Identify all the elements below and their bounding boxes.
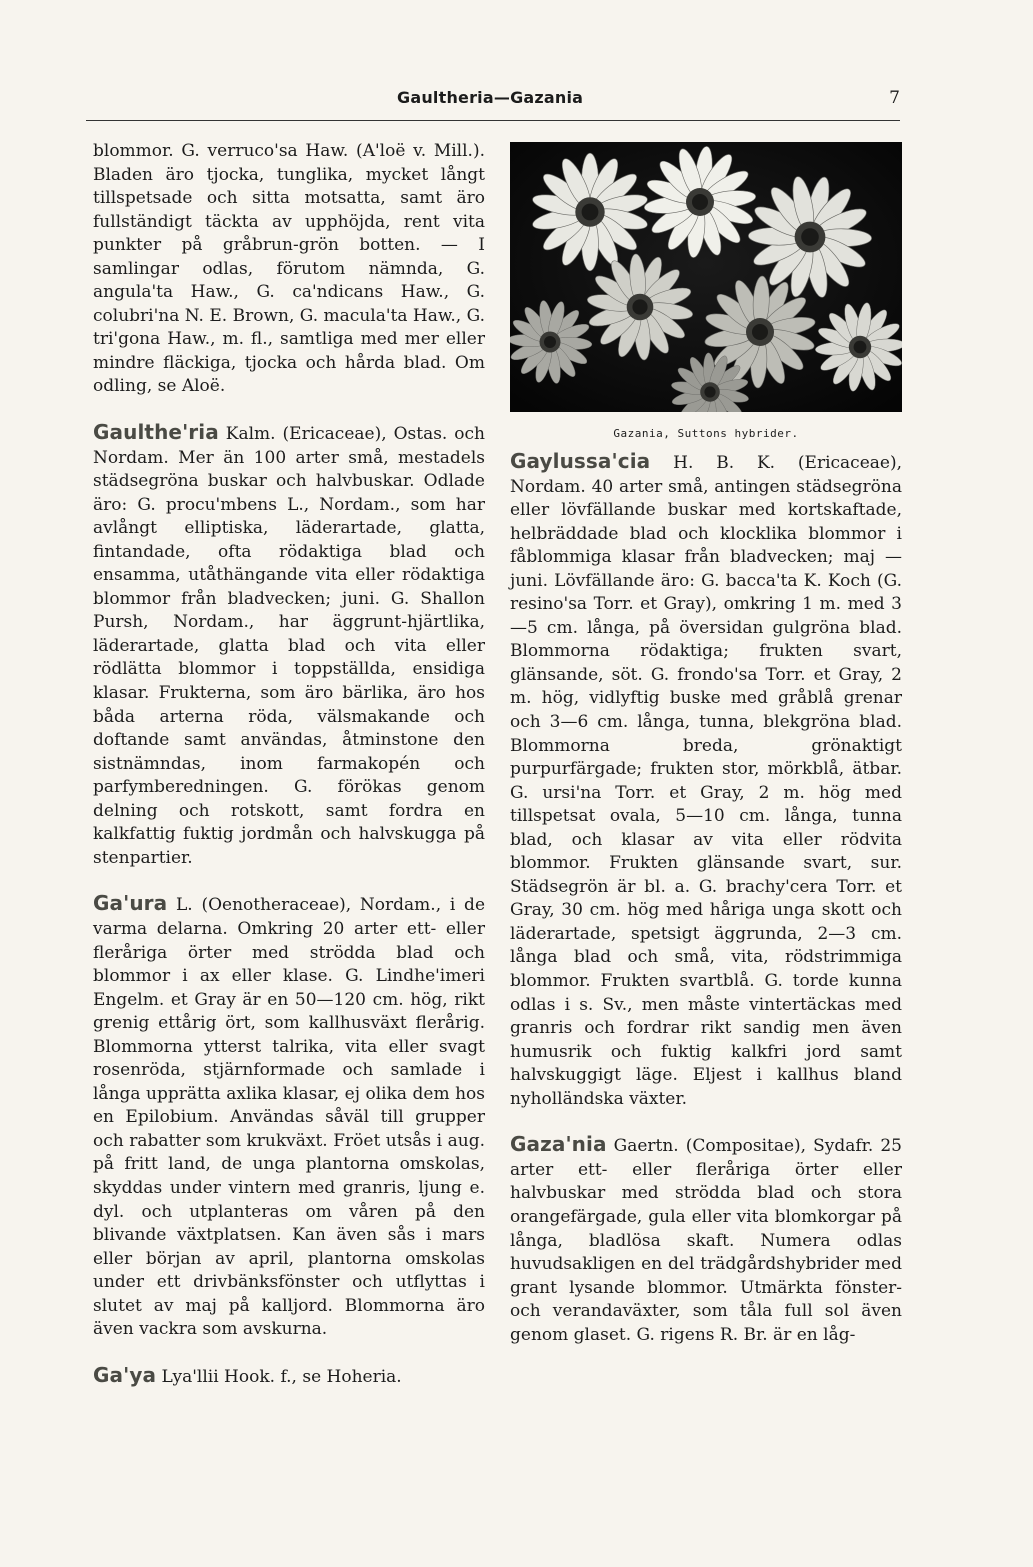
flower-center (582, 204, 599, 221)
page-number: 7 (889, 88, 900, 108)
text-gaylussacia: H. B. K. (Ericaceae), Nordam. 40 arter små, antingen städsegröna eller lövfällande buskar med kortskaftade, helbräddade blad och klocklika blommor i fåblommiga klasar från bladvecken; maj —juni. Lövfällande äro: G. bacca'ta K. Koch (G. resino'sa Torr. et Gray), omkring 1 m. med 3—5 cm. långa, på översidan gulgröna blad. Blommorna rödaktiga; frukten svart, glänsande, söt. G. frondo'sa Torr. et Gray, 2 m. hög, vidlyftig buske med gråblå grenar och 3—6 cm. långa, tunna, blekgröna blad. Blommorna breda, grönaktigt purpurfärgade; frukten stor, mörkblå, ätbar. G. ursi'na Torr. et Gray, 2 m. hög med tillspetsat ovala, 5—10 cm. långa, tunna blad, och klasar av vita eller rödvita blommor. Frukten glänsande svart, sur. Städsegrön är bl. a. G. brachy'cera Torr. et Gray, 30 cm. hög med håriga unga skott och läderartade, spetsigt äggrunda, 2—3 cm. långa blad och små, vita, rödstrimmiga blommor. Frukten svartblå. G. torde kunna odlas i s. Sv., men måste vintertäckas med granris och fordrar rikt sandig men även humusrik och fuktig kalkfri jord samt halvskuggigt läge. Eljest i kallhus bland nyholländska växter. (510, 453, 902, 1109)
flower-center (854, 341, 867, 354)
entry-gaultheria (93, 421, 485, 870)
aloe-continuation (93, 140, 485, 399)
entry-gaya (93, 1364, 485, 1390)
headword-gaya: Ga'ya (93, 1362, 157, 1387)
text-gazania: Gaertn. (Compositae), Sydafr. 25 arter ett- eller fleråriga örter eller halvbuskar med strödda blad och stora orangefärgade, gula eller vita blomkorgar på långa, bladlösa skaft. Numera odlas huvudsakligen en del trädgårdshybrider med grant lysande blommor. Utmärkta fönster- och verandaväxter, som tåla full sol även genom glaset. G. rigens R. Br. är en låg- (510, 1136, 902, 1345)
headword-gaura: Ga'ura (93, 891, 168, 916)
gazania-flowers-illustration (510, 142, 902, 412)
header-rule (86, 120, 900, 121)
flower-center (704, 386, 715, 397)
text-gaultheria: Kalm. (Ericaceae), Ostas. och Nordam. Mer än 100 arter små, mestadels städsegröna buskar och halvbuskar. Odlade äro: G. procu'mbens L., Nordam., som har avlångt elliptiska, läderartade, glatta, fintandade, ofta rödaktiga blad och ensamma, utåthängande vita eller rödaktiga blommor från bladvecken; juni. G. Shallon Pursh, Nordam., har äggrunt-hjärtlika, läderartade, glatta blad och vita eller rödlätta blommor i toppställda, ensidiga klasar. Frukterna, som äro bärlika, äro hos båda arterna röda, välsmakande och doftande samt användas, åtminstone den sistnämndas, inom farmakopén och parfymberedningen. G. förökas genom delning och rotskott, samt fordra en kalkfattig fuktig jordmån och halvskugga på stenpartier. (93, 424, 486, 868)
entry-gaylussacia (510, 450, 902, 1111)
flower-center (692, 194, 708, 210)
header-title: Gaultheria—Gazania (397, 88, 584, 107)
flower-center (632, 299, 647, 314)
entry-gaura (93, 892, 485, 1341)
flower-center (801, 228, 819, 246)
figure-caption: Gazania, Suttons hybrider. (613, 427, 799, 440)
running-header (86, 88, 900, 118)
aloe-continuation-text: blommor. G. verruco'sa Haw. (A'loë v. Mill.). Bladen äro tjocka, tunglika, mycket långt tillspetsade och sitta motsatta, samt äro fullständigt täckta av upphöjda, rent vita punkter på gråbrun-grön botten. — I samlingar odlas, förutom nämnda, G. angula'ta Haw., G. ca'ndicans Haw., G. colubri'na N. E. Brown, G. macula'ta Haw., G. tri'gona Haw., m. fl., samtliga med mer eller mindre fläckiga, tjocka och hårda blad. Om odling, se Aloë. (93, 141, 485, 397)
text-gaura: L. (Oenotheraceae), Nordam., i de varma delarna. Omkring 20 arter ett- eller fleråriga örter med strödda blad och blommor i ax eller klase. G. Lindhe'imeri Engelm. et Gray är en 50—120 cm. hög, rikt grenig ettårig ört, som kallhusväxt flerårig. Blommorna ytterst talrika, vita eller svagt rosenröda, stjärnformade och samlade i långa upprätta axlika klasar, ej olika dem hos en Epilobium. Användas såväl till grupper och rabatter som krukväxt. Fröet utsås i aug. på fritt land, de unga plantorna omskolas, skyddas under vintern med granris, ljung e. dyl. och utplanteras om våren på den blivande växtplatsen. Kan även sås i mars eller början av april, plantorna omskolas under ett drivbänksfönster och utflyttas i slutet av maj på kalljord. Blommorna äro även vackra som avskurna. (93, 895, 485, 1340)
headword-gazania: Gaza'nia (510, 1132, 607, 1157)
gazania-photo (510, 142, 902, 412)
flower-center (544, 336, 556, 348)
flower-center (752, 324, 768, 340)
entry-gazania (510, 1133, 902, 1347)
right-column (510, 450, 902, 1347)
left-column (93, 140, 485, 1389)
headword-gaylussacia: Gaylussa'cia (510, 449, 651, 473)
headword-gaultheria: Gaulthe'ria (93, 420, 219, 445)
text-gaya: Lya'llii Hook. f., se Hoheria. (161, 1366, 402, 1387)
